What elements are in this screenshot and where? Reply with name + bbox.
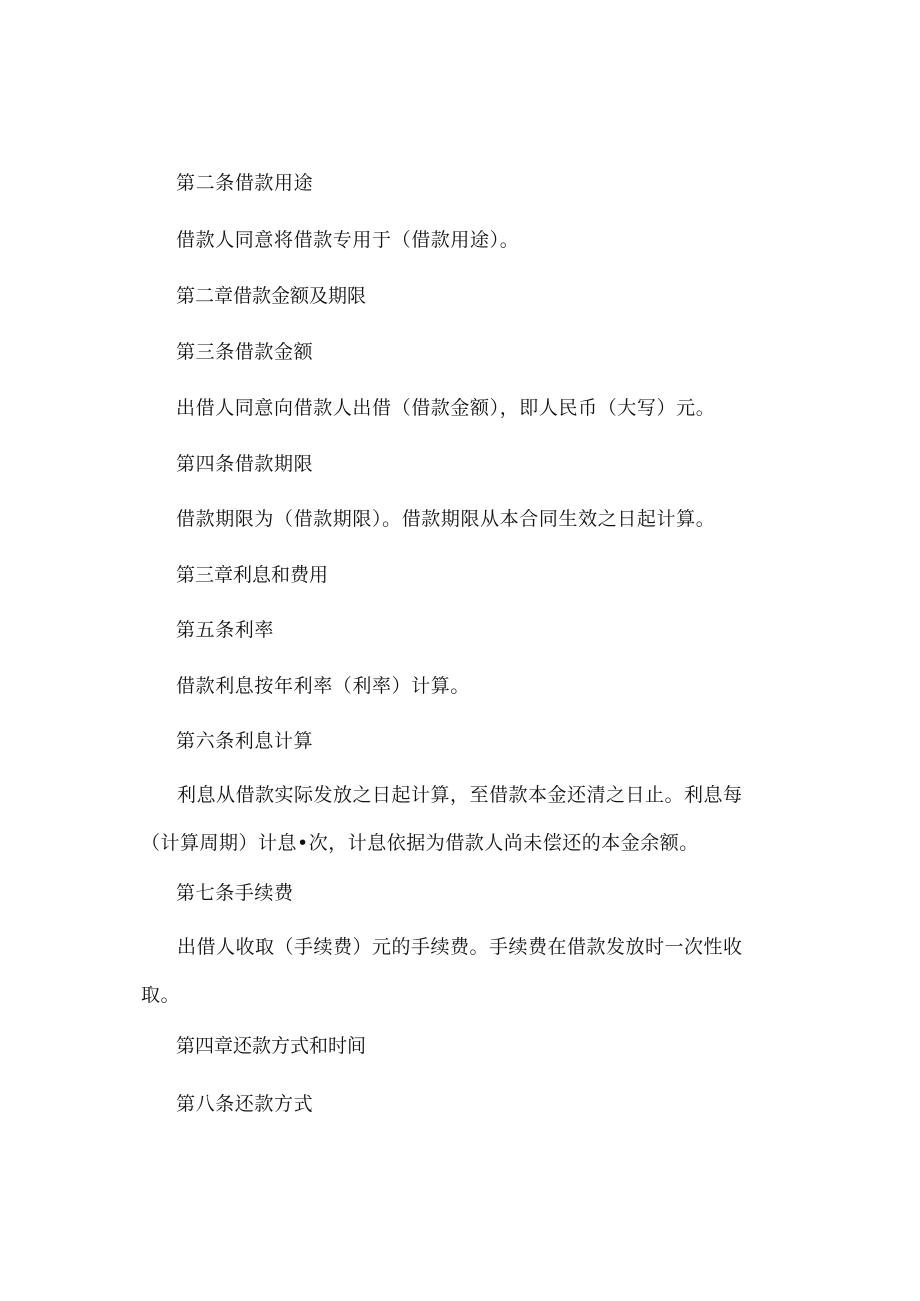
article-2-body: 借款人同意将借款专用于（借款用途）。	[176, 229, 520, 251]
article-4-title: 第四条借款期限	[176, 453, 314, 475]
article-5-body: 借款利息按年利率（利率）计算。	[176, 675, 471, 697]
article-4-body: 借款期限为（借款期限）。借款期限从本合同生效之日起计算。	[176, 508, 716, 530]
article-3-body: 出借人同意向借款人出借（借款金额），即人民币（大写）元。	[176, 397, 716, 419]
article-6-title: 第六条利息计算	[176, 730, 314, 752]
chapter-4-title: 第四章还款方式和时间	[176, 1035, 367, 1057]
article-2-title: 第二条借款用途	[176, 172, 314, 194]
article-6-body: 利息从借款实际发放之日起计算，至借款本金还清之日止。利息每（计算周期）计息•次，计息依据为借款人尚未偿还的本金余额。	[141, 784, 743, 854]
article-8-title: 第八条还款方式	[176, 1093, 314, 1115]
article-7-title: 第七条手续费	[176, 882, 294, 904]
chapter-3-title: 第三章利息和费用	[176, 564, 329, 586]
article-5-title: 第五条利率	[176, 619, 275, 641]
chapter-2-title: 第二章借款金额及期限	[176, 285, 367, 307]
article-7-body: 出借人收取（手续费）元的手续费。手续费在借款发放时一次性收取。	[141, 936, 743, 1006]
article-3-title: 第三条借款金额	[176, 341, 314, 363]
